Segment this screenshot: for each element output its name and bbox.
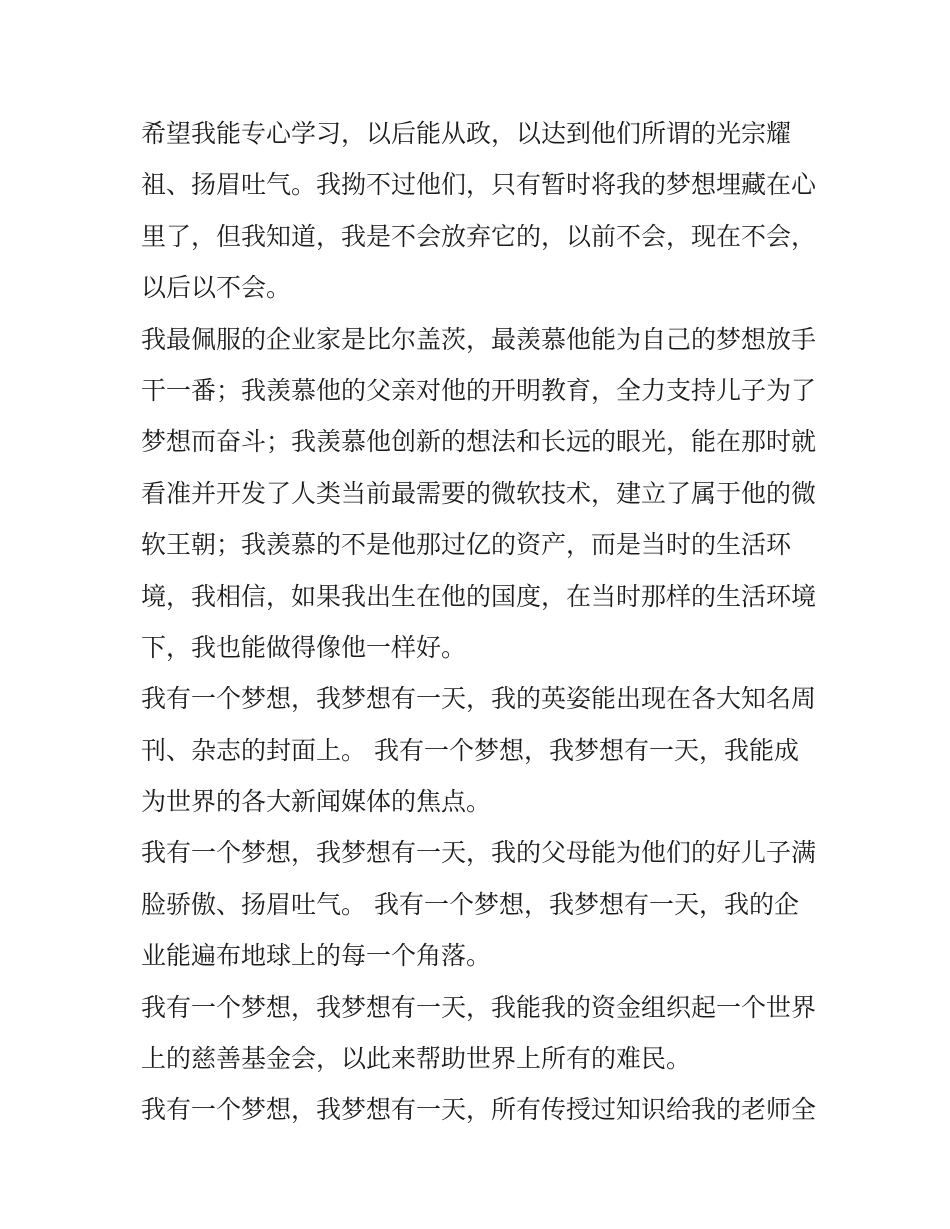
text-line: 境，我相信，如果我出生在他的国度，在当时那样的生活环境 bbox=[141, 581, 817, 611]
text-line: 祖、扬眉吐气。我拗不过他们，只有暂时将我的梦想埋藏在心 bbox=[141, 170, 817, 200]
text-line: 希望我能专心学习，以后能从政，以达到他们所谓的光宗耀 bbox=[141, 119, 792, 148]
text-line: 我有一个梦想，我梦想有一天，我的英姿能出现在各大知名周 bbox=[141, 684, 817, 714]
text-line: 我有一个梦想，我梦想有一天，所有传授过知识给我的老师全 bbox=[141, 1095, 817, 1125]
text-line: 脸骄傲、扬眉吐气。 我有一个梦想，我梦想有一天，我的企 bbox=[141, 889, 799, 919]
body-text bbox=[141, 108, 815, 1136]
text-line: 我有一个梦想，我梦想有一天，我的父母能为他们的好儿子满 bbox=[141, 838, 817, 868]
text-line: 干一番；我羡慕他的父亲对他的开明教育，全力支持儿子为了 bbox=[141, 375, 817, 405]
text-line: 我最佩服的企业家是比尔盖茨，最羡慕他能为自己的梦想放手 bbox=[141, 324, 817, 354]
text-line: 业能遍布地球上的每一个角落。 bbox=[141, 941, 492, 971]
text-line: 看准并开发了人类当前最需要的微软技术，建立了属于他的微 bbox=[141, 478, 817, 508]
text-line: 刊、杂志的封面上。 我有一个梦想，我梦想有一天，我能成 bbox=[141, 735, 799, 765]
text-line: 我有一个梦想，我梦想有一天，我能我的资金组织起一个世界 bbox=[141, 992, 817, 1022]
text-line: 梦想而奋斗；我羡慕他创新的想法和长远的眼光，能在那时就 bbox=[141, 427, 817, 457]
text-line: 下，我也能做得像他一样好。 bbox=[141, 632, 467, 662]
text-line: 上的慈善基金会，以此来帮助世界上所有的难民。 bbox=[141, 1044, 692, 1074]
text-line: 以后以不会。 bbox=[141, 273, 292, 303]
text-line: 软王朝；我羡慕的不是他那过亿的资产，而是当时的生活环 bbox=[141, 530, 792, 560]
text-line: 里了，但我知道，我是不会放弃它的，以前不会，现在不会， bbox=[141, 221, 817, 251]
text-line: 为世界的各大新闻媒体的焦点。 bbox=[141, 787, 492, 817]
